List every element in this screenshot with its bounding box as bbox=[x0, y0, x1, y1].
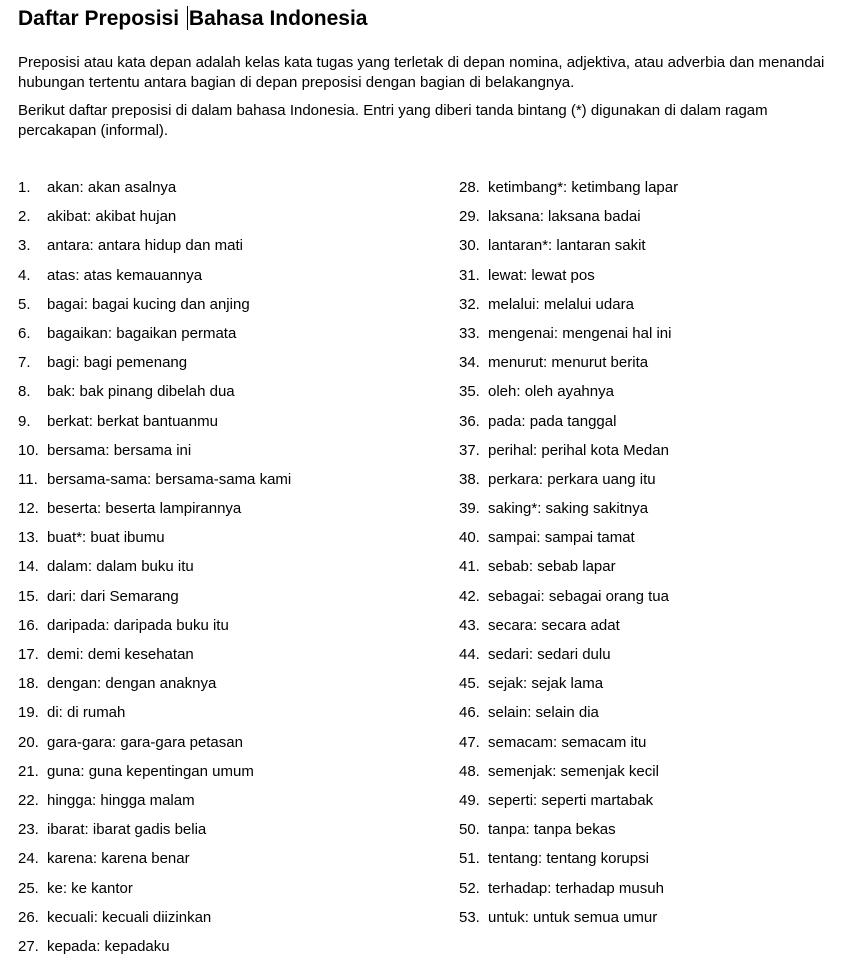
list-item-number: 25. bbox=[18, 879, 39, 897]
list-item bbox=[18, 761, 448, 790]
list-item-text: laksana: laksana badai bbox=[488, 208, 641, 226]
list-item bbox=[18, 527, 448, 556]
list-item bbox=[459, 586, 859, 615]
list-item bbox=[18, 907, 448, 936]
list-item-text: terhadap: terhadap musuh bbox=[488, 879, 664, 897]
list-item-text: demi: demi kesehatan bbox=[47, 646, 194, 663]
list-item-text: buat*: buat ibumu bbox=[47, 529, 165, 547]
list-item bbox=[459, 411, 859, 440]
list-item-number: 34. bbox=[459, 354, 480, 372]
list-item-text: akan: akan asalnya bbox=[47, 179, 177, 196]
list-item-text: ibarat: ibarat gadis belia bbox=[47, 821, 207, 839]
list-item-number: 49. bbox=[459, 791, 480, 809]
list-item-number: 36. bbox=[459, 412, 480, 430]
list-item-number: 13. bbox=[18, 529, 39, 547]
list-item bbox=[18, 469, 448, 498]
list-item bbox=[18, 615, 448, 644]
list-item-text: selain: selain dia bbox=[488, 704, 599, 722]
list-item bbox=[18, 702, 448, 731]
list-item-text: sejak: sejak lama bbox=[488, 675, 604, 693]
list-item-number: 33. bbox=[459, 324, 480, 342]
list-item-number: 4. bbox=[18, 266, 31, 284]
list-item-number: 14. bbox=[18, 558, 39, 576]
list-item bbox=[459, 527, 859, 556]
list-item bbox=[459, 177, 859, 206]
list-item bbox=[18, 673, 448, 702]
list-item bbox=[18, 411, 448, 440]
list-item bbox=[18, 294, 448, 323]
list-item-text: di: di rumah bbox=[47, 704, 126, 722]
list-item-text: dalam: dalam buku itu bbox=[47, 558, 194, 576]
list-item-number: 53. bbox=[459, 908, 480, 926]
list-item-text: pada: pada tanggal bbox=[488, 412, 617, 430]
list-item bbox=[459, 323, 859, 352]
list-item bbox=[459, 352, 859, 381]
list-item bbox=[459, 206, 859, 235]
list-item bbox=[459, 469, 859, 498]
list-item-text: akibat: akibat hujan bbox=[47, 208, 177, 226]
list-item-text: daripada: daripada buku itu bbox=[47, 616, 229, 634]
list-item-text: dari: dari Semarang bbox=[47, 587, 179, 605]
list-item-text: menurut: menurut berita bbox=[488, 354, 649, 372]
list-item-number: 24. bbox=[18, 850, 39, 868]
page-title-part2: Bahasa Indonesia bbox=[188, 7, 368, 30]
list-item bbox=[18, 848, 448, 877]
list-item-text: lewat: lewat pos bbox=[488, 266, 595, 284]
list-item-number: 38. bbox=[459, 470, 480, 488]
list-item-text: sedari: sedari dulu bbox=[488, 646, 611, 663]
list-item bbox=[18, 878, 448, 907]
list-item-number: 9. bbox=[18, 412, 31, 430]
list-item-text: tanpa: tanpa bekas bbox=[488, 821, 616, 839]
page-title bbox=[18, 6, 367, 32]
list-item-text: karena: karena benar bbox=[47, 850, 190, 868]
list-item-text: secara: secara adat bbox=[488, 616, 620, 634]
list-item-text: untuk: untuk semua umur bbox=[488, 908, 658, 926]
list-item-number: 26. bbox=[18, 908, 39, 926]
list-item-text: tentang: tentang korupsi bbox=[488, 850, 649, 868]
list-item-number: 43. bbox=[459, 616, 480, 634]
list-item-text: sebab: sebab lapar bbox=[488, 558, 616, 576]
list-item bbox=[459, 556, 859, 585]
list-item-number: 41. bbox=[459, 558, 480, 576]
list-item-number: 1. bbox=[18, 179, 31, 196]
list-item-number: 28. bbox=[459, 179, 480, 196]
list-item-text: sebagai: sebagai orang tua bbox=[488, 587, 669, 605]
list-item-text: perihal: perihal kota Medan bbox=[488, 441, 669, 459]
list-item-number: 3. bbox=[18, 237, 31, 255]
list-item-text: dengan: dengan anaknya bbox=[47, 675, 217, 693]
list-item-number: 29. bbox=[459, 208, 480, 226]
list-item-number: 46. bbox=[459, 704, 480, 722]
list-item-text: kecuali: kecuali diizinkan bbox=[47, 908, 212, 926]
list-item-number: 16. bbox=[18, 616, 39, 634]
list-item-number: 50. bbox=[459, 821, 480, 839]
list-item bbox=[18, 323, 448, 352]
list-item-text: atas: atas kemauannya bbox=[47, 266, 203, 284]
list-item-number: 11. bbox=[18, 470, 38, 488]
list-item-number: 7. bbox=[18, 354, 31, 372]
list-item-text: melalui: melalui udara bbox=[488, 295, 634, 313]
list-item-text: ke: ke kantor bbox=[47, 879, 133, 897]
list-item-text: kepada: kepadaku bbox=[47, 937, 170, 955]
list-item-text: bersama: bersama ini bbox=[47, 441, 192, 459]
list-item-text: semenjak: semenjak kecil bbox=[488, 762, 659, 780]
list-item bbox=[18, 235, 448, 264]
list-item-number: 48. bbox=[459, 762, 480, 780]
list-item-number: 32. bbox=[459, 295, 480, 313]
list-item-text: bagi: bagi pemenang bbox=[47, 354, 188, 372]
list-item-number: 23. bbox=[18, 821, 39, 839]
list-item-number: 15. bbox=[18, 587, 39, 605]
text-cursor bbox=[187, 6, 188, 30]
list-item-text: semacam: semacam itu bbox=[488, 733, 647, 751]
list-item-number: 40. bbox=[459, 529, 480, 547]
list-item-text: bagai: bagai kucing dan anjing bbox=[47, 295, 250, 313]
list-item bbox=[18, 352, 448, 381]
list-item-number: 27. bbox=[18, 937, 39, 955]
list-item bbox=[18, 644, 448, 673]
list-item bbox=[459, 732, 859, 761]
list-item bbox=[18, 732, 448, 761]
list-item bbox=[18, 556, 448, 585]
list-item-text: bak: bak pinang dibelah dua bbox=[47, 383, 235, 401]
list-item-number: 39. bbox=[459, 500, 480, 518]
list-item-text: perkara: perkara uang itu bbox=[488, 470, 656, 488]
list-item bbox=[459, 848, 859, 877]
list-item bbox=[18, 206, 448, 235]
preposition-list-left bbox=[18, 177, 448, 965]
list-item bbox=[18, 381, 448, 410]
list-item bbox=[459, 381, 859, 410]
list-item bbox=[459, 702, 859, 731]
list-item-number: 45. bbox=[459, 675, 480, 693]
page-title-part1: Daftar Preposisi bbox=[18, 7, 185, 30]
list-item bbox=[18, 586, 448, 615]
list-item bbox=[18, 498, 448, 527]
list-item-number: 18. bbox=[18, 675, 39, 693]
list-item-number: 8. bbox=[18, 383, 31, 401]
list-item-number: 52. bbox=[459, 879, 480, 897]
list-item-text: ketimbang*: ketimbang lapar bbox=[488, 179, 679, 196]
list-item-number: 22. bbox=[18, 791, 39, 809]
list-item-text: antara: antara hidup dan mati bbox=[47, 237, 243, 255]
list-item bbox=[459, 498, 859, 527]
list-item-number: 44. bbox=[459, 646, 480, 663]
list-item bbox=[459, 440, 859, 469]
list-item bbox=[459, 615, 859, 644]
list-item-number: 12. bbox=[18, 500, 39, 518]
list-item bbox=[459, 235, 859, 264]
list-item-text: lantaran*: lantaran sakit bbox=[488, 237, 646, 255]
list-item bbox=[18, 265, 448, 294]
list-item bbox=[459, 819, 859, 848]
list-item-text: bagaikan: bagaikan permata bbox=[47, 324, 237, 342]
list-item-number: 20. bbox=[18, 733, 39, 751]
list-item-number: 35. bbox=[459, 383, 480, 401]
preposition-list-right bbox=[459, 177, 859, 936]
list-item-text: saking*: saking sakitnya bbox=[488, 500, 649, 518]
list-item-number: 31. bbox=[459, 266, 480, 284]
list-item-text: hingga: hingga malam bbox=[47, 791, 195, 809]
list-item bbox=[18, 790, 448, 819]
list-item-text: beserta: beserta lampirannya bbox=[47, 500, 242, 518]
list-item-number: 37. bbox=[459, 441, 480, 459]
list-item-text: sampai: sampai tamat bbox=[488, 529, 635, 547]
list-item-number: 21. bbox=[18, 762, 39, 780]
list-item bbox=[459, 294, 859, 323]
list-item-number: 51. bbox=[459, 850, 480, 868]
list-item-number: 17. bbox=[18, 646, 39, 663]
list-item-text: oleh: oleh ayahnya bbox=[488, 383, 614, 401]
list-item bbox=[459, 644, 859, 673]
list-item-text: berkat: berkat bantuanmu bbox=[47, 412, 218, 430]
list-item-text: mengenai: mengenai hal ini bbox=[488, 324, 672, 342]
list-item-text: seperti: seperti martabak bbox=[488, 791, 654, 809]
list-item bbox=[459, 265, 859, 294]
list-item-text: guna: guna kepentingan umum bbox=[47, 762, 254, 780]
list-item bbox=[18, 177, 448, 206]
description-paragraph: Berikut daftar preposisi di dalam bahasa Indonesia. Entri yang diberi tanda bintang (*) digunakan di dalam ragam percakapan (informal). bbox=[18, 102, 768, 139]
list-item bbox=[18, 440, 448, 469]
list-item-number: 5. bbox=[18, 295, 31, 313]
list-item-number: 19. bbox=[18, 704, 39, 722]
list-item bbox=[459, 790, 859, 819]
intro-paragraph: Preposisi atau kata depan adalah kelas kata tugas yang terletak di depan nomina, adjektiva, atau adverbia dan menandai hubungan tertentu antara bagian di depan preposisi dengan bagian di belakangnya. bbox=[18, 54, 825, 91]
list-item-number: 2. bbox=[18, 208, 31, 226]
list-item bbox=[18, 819, 448, 848]
list-item-text: gara-gara: gara-gara petasan bbox=[47, 733, 243, 751]
list-item bbox=[18, 936, 448, 965]
list-item-number: 47. bbox=[459, 733, 480, 751]
list-item bbox=[459, 907, 859, 936]
list-item-number: 10. bbox=[18, 441, 39, 459]
list-item-number: 6. bbox=[18, 324, 31, 342]
list-item-number: 42. bbox=[459, 587, 480, 605]
list-item bbox=[459, 878, 859, 907]
list-item-number: 30. bbox=[459, 237, 480, 255]
list-item bbox=[459, 761, 859, 790]
list-item-text: bersama-sama: bersama-sama kami bbox=[47, 470, 292, 488]
list-item bbox=[459, 673, 859, 702]
